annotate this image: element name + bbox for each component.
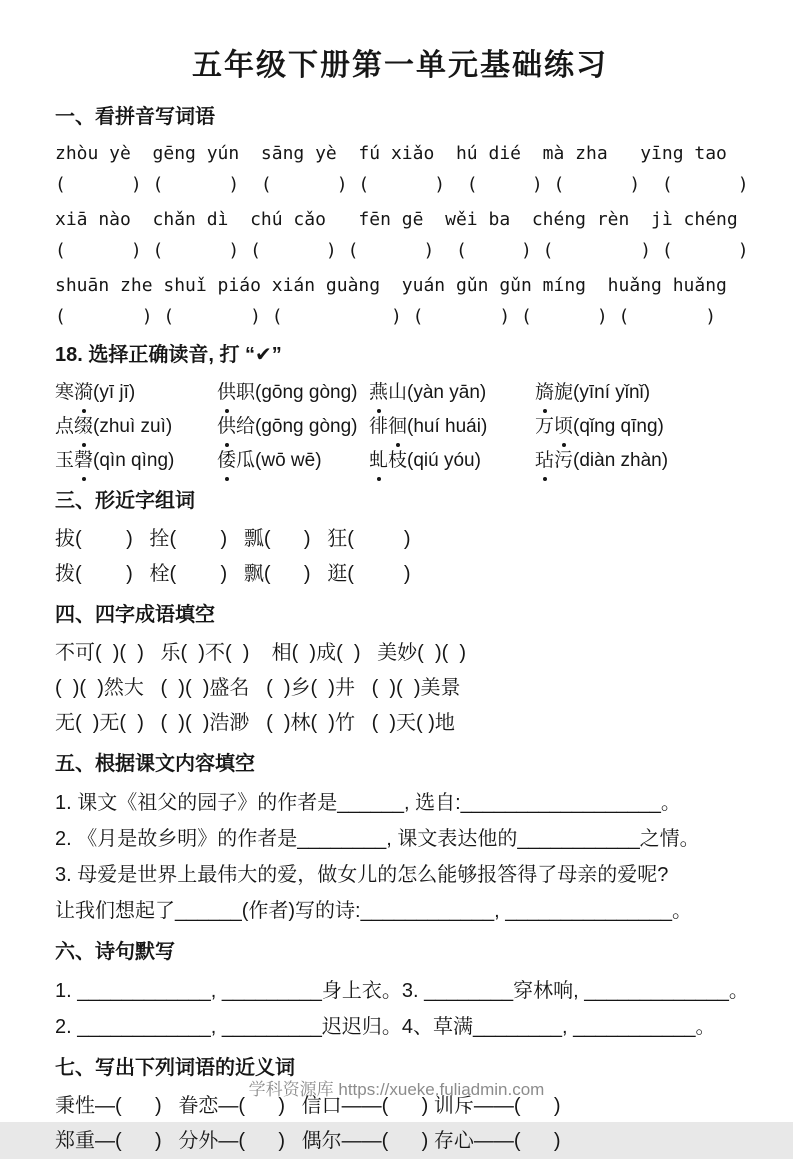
fill-line: 2. 《月是故乡明》的作者是________, 课文表达他的___________之情。 (55, 828, 700, 850)
word-options: 枝(qiú yóu) (388, 450, 481, 471)
section-similar-characters (55, 488, 745, 592)
dotted-char: 漪 (74, 376, 93, 410)
pronunciation-item (217, 444, 369, 478)
pronunciation-item (369, 444, 535, 478)
word-prefix: 点 (55, 416, 75, 437)
word-options: 职(gōng gòng) (236, 382, 358, 403)
word-group-row: 拔( ) 拴( ) 瓢( ) 狂( ) (55, 528, 411, 550)
word-prefix: 万 (535, 416, 555, 437)
answer-blanks-row: ( ) ( ) ( ) ( ) ( ) ( ) ( ) (55, 240, 749, 261)
dotted-char: 燕 (369, 376, 388, 410)
section-poem-recitation (55, 939, 749, 1045)
dotted-char: 缀 (74, 410, 93, 444)
section-text-fill (55, 751, 745, 929)
poem-line: 1. ____________, _________身上衣。3. ________穿林响, _____________。 (55, 980, 749, 1002)
fill-line: 1. 课文《祖父的园子》的作者是______, 选自:__________________。 (55, 792, 681, 814)
idiom-row: 不可( )( ) 乐( )不( ) 相( )成( ) 美妙( )( ) (55, 642, 467, 664)
pronunciation-item (535, 376, 745, 410)
pronunciation-item (217, 410, 369, 444)
word-options: 污(diàn zhàn) (554, 450, 669, 471)
section-choose-pronunciation (55, 342, 745, 478)
dotted-char: 玷 (535, 444, 554, 478)
pinyin-row: zhòu yè gēng yún sāng yè fú xiǎo hú dié mà zha yīng tao (55, 143, 727, 164)
dotted-char: 虬 (369, 444, 388, 478)
section-5-heading: 五、根据课文内容填空 (55, 753, 255, 775)
pronunciation-item (55, 444, 217, 478)
dotted-char: 顷 (554, 410, 573, 444)
section-3-heading: 三、形近字组词 (55, 490, 195, 512)
section-7-heading: 七、写出下列词语的近义词 (55, 1057, 295, 1079)
word-options: (yī jī) (93, 382, 136, 403)
word-prefix: 玉 (55, 450, 75, 471)
word-options: 瓜(wō wē) (236, 450, 322, 471)
section-idiom-fill (55, 602, 745, 741)
word-options: (qìn qìng) (93, 450, 175, 471)
pronunciation-row (55, 410, 745, 444)
pronunciation-item (535, 444, 745, 478)
dotted-char: 磬 (74, 444, 93, 478)
pronunciation-row (55, 444, 745, 478)
pronunciation-item (535, 410, 745, 444)
word-options: 旎(yīní yǐnǐ) (554, 382, 651, 403)
section-1-heading: 一、看拼音写词语 (55, 106, 215, 128)
pronunciation-item (369, 376, 535, 410)
watermark: 学科资源库 https://xueke.fuliadmin.com (248, 1080, 545, 1099)
pronunciation-item (217, 376, 369, 410)
word-prefix: 寒 (55, 382, 75, 403)
word-options: 山(yàn yān) (388, 382, 487, 403)
dotted-char: 旖 (535, 376, 554, 410)
dotted-char: 倭 (217, 444, 236, 478)
section-synonyms (55, 1055, 745, 1159)
section-pinyin-words (55, 104, 749, 332)
pronunciation-item (55, 410, 217, 444)
pronunciation-item (55, 376, 217, 410)
word-group-row: 拨( ) 栓( ) 飘( ) 逛( ) (55, 563, 411, 585)
idiom-row: ( )( )然大 ( )( )盛名 ( )乡( )井 ( )( )美景 (55, 677, 461, 699)
answer-blanks-row: ( ) ( ) ( ) ( ) ( ) ( ) ( ) (55, 174, 749, 195)
section-6-heading: 六、诗句默写 (55, 941, 175, 963)
dotted-char: 供 (217, 376, 236, 410)
poem-line: 2. ____________, _________迟迟归。4、草满________, ___________。 (55, 1016, 716, 1038)
pinyin-row: shuān zhe shuǐ piáo xián guàng yuán gǔn gǔn míng huǎng huǎng (55, 275, 727, 296)
word-prefix: 徘 (369, 416, 389, 437)
page-title: 五年级下册第一单元基础练习 (192, 49, 608, 82)
idiom-row: 无( )无( ) ( )( )浩渺 ( )林( )竹 ( )天( )地 (55, 712, 455, 734)
pronunciation-row (55, 376, 745, 410)
word-options: (zhuì zuì) (93, 416, 173, 437)
word-options: (qǐng qīng) (573, 416, 664, 437)
fill-line: 3. 母爱是世界上最伟大的爱，做女儿的怎么能够报答得了母亲的爱呢? (55, 864, 669, 886)
answer-blanks-row: ( ) ( ) ( ) ( ) ( ) ( ) (55, 306, 717, 327)
section-2-heading: 18. 选择正确读音, 打 “✔” (55, 344, 282, 366)
word-options: 给(gōng gòng) (236, 416, 358, 437)
fill-line: 让我们想起了______(作者)写的诗:____________, _______________。 (55, 900, 693, 922)
synonym-row: 郑重—( ) 分外—( ) 偶尔——( ) 存心——( ) (55, 1130, 561, 1152)
section-4-heading: 四、四字成语填空 (55, 604, 215, 626)
pronunciation-item (369, 410, 535, 444)
synonym-row: 秉性—( ) 眷恋—( ) 信口——( ) 训斥——( ) (55, 1095, 561, 1117)
dotted-char: 供 (217, 410, 236, 444)
word-options: (huí huái) (407, 416, 488, 437)
dotted-char: 徊 (388, 410, 407, 444)
pinyin-row: xiā nào chǎn dì chú cǎo fēn gē wěi ba chéng rèn jì chéng (55, 209, 738, 230)
